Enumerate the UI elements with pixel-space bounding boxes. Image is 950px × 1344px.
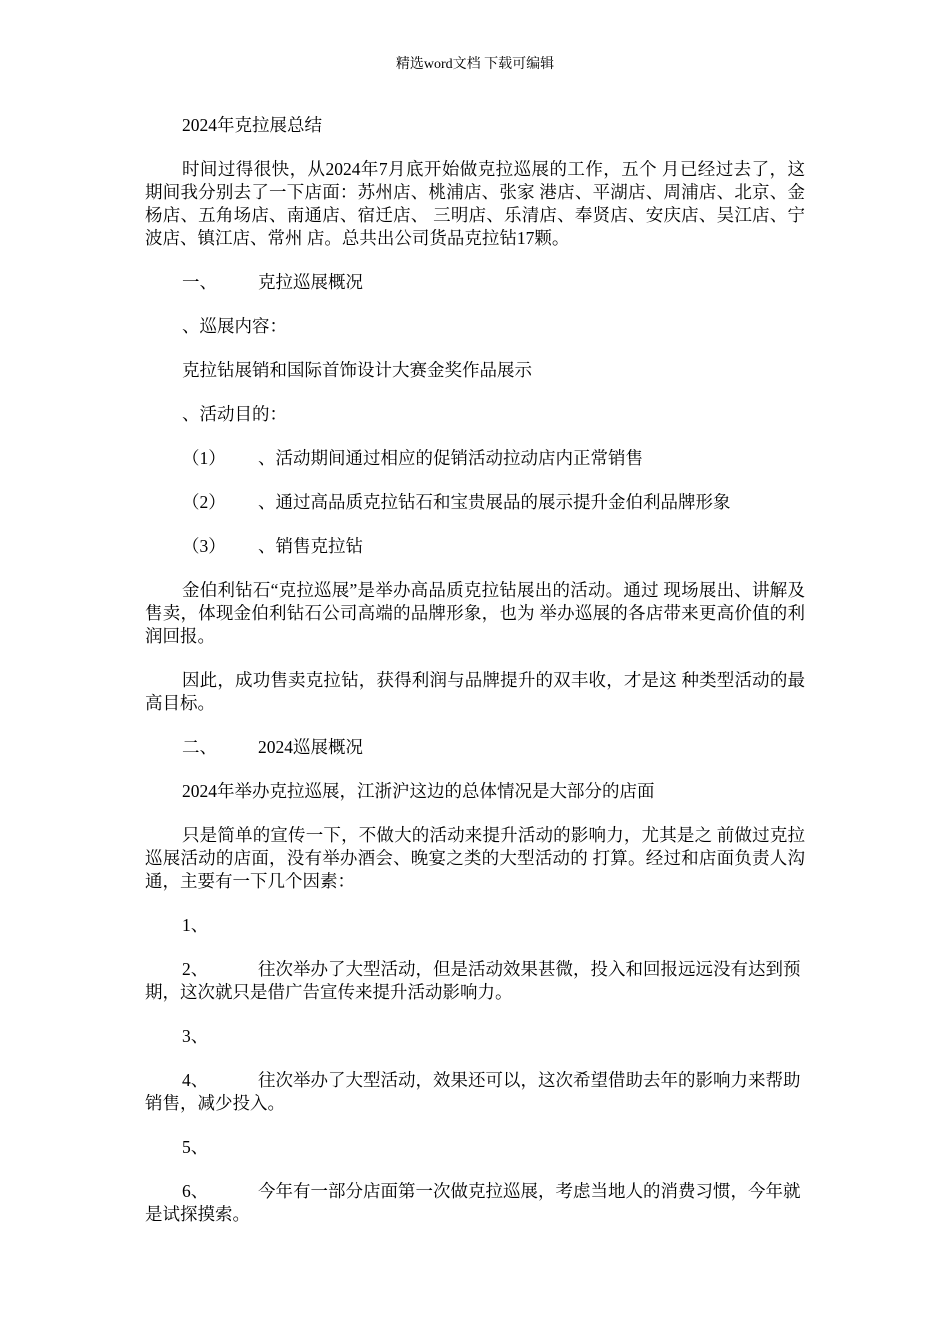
content-label: 、巡展内容： (182, 316, 287, 336)
purpose-text: 、销售克拉钻 (258, 536, 363, 556)
factor-number: 6、 (182, 1181, 209, 1201)
purpose-text: 、活动期间通过相应的促销活动拉动店内正常销售 (258, 448, 643, 468)
section-heading-1 (182, 271, 805, 294)
factor-text: 今年有一部分店面第一次做克拉巡展，考虑当地人的消费习惯，今年就是试探摸索。 (145, 1181, 801, 1224)
page-header: 精选word文档 下载可编辑 (395, 57, 555, 72)
purpose-text: 、通过高品质克拉钻石和宝贵展品的展示提升金伯利品牌形象 (258, 492, 731, 512)
purpose-item (182, 491, 805, 514)
document-body (145, 114, 805, 1247)
purpose-item (182, 447, 805, 470)
intro-paragraph: 时间过得很快，从2024年7月底开始做克拉巡展的工作，五个 月已经过去了，这期间我分别去了一下店面：苏州店、桃浦店、张家 港店、平湖店、周浦店、北京、金杨店、五角场店、南通店、宿迁店、 三明店、乐清店、奉贤店、安庆店、吴江店、宁波店、镇江店、常州 店。总共出公司货品克拉钻17颗。 (145, 159, 805, 248)
factor-number: 4、 (182, 1070, 209, 1090)
overview-paragraph: 2024年举办克拉巡展，江浙沪这边的总体情况是大部分的店面 (182, 781, 655, 801)
purpose-label: 、活动目的： (182, 404, 287, 424)
overview-paragraph-2: 只是简单的宣传一下，不做大的活动来提升活动的影响力，尤其是之 前做过克拉巡展活动的店面，没有举办酒会、晚宴之类的大型活动的 打算。经过和店面负责人沟通，主要有一下几个因素： (145, 825, 805, 891)
factor-item (145, 1180, 805, 1226)
factor-item (145, 1025, 805, 1048)
factor-item (145, 1069, 805, 1115)
factor-item (145, 1136, 805, 1159)
factor-number: 5、 (182, 1137, 209, 1157)
content-text: 克拉钻展销和国际首饰设计大赛金奖作品展示 (182, 360, 532, 380)
brand-paragraph: 金伯利钻石“克拉巡展”是举办高品质克拉钻展出的活动。通过 现场展出、讲解及售卖，体现金伯利钻石公司高端的品牌形象，也为 举办巡展的各店带来更高价值的利润回报。 (145, 580, 805, 646)
section-heading-2 (182, 736, 805, 759)
section-title: 克拉巡展概况 (258, 272, 363, 292)
factor-number: 3、 (182, 1026, 209, 1046)
document-title: 2024年克拉展总结 (182, 115, 322, 135)
purpose-number: （2） (182, 492, 226, 512)
factor-item (145, 914, 805, 937)
purpose-number: （1） (182, 448, 226, 468)
section-title: 2024巡展概况 (258, 737, 363, 757)
purpose-number: （3） (182, 536, 226, 556)
factor-item (145, 958, 805, 1004)
factor-text: 往次举办了大型活动，效果还可以，这次希望借助去年的影响力来帮助销售，减少投入。 (145, 1070, 801, 1113)
purpose-item (182, 535, 805, 558)
section-number: 二、 (182, 737, 217, 757)
factor-number: 2、 (182, 959, 209, 979)
goal-paragraph: 因此，成功售卖克拉钻，获得利润与品牌提升的双丰收，才是这 种类型活动的最高目标。 (145, 670, 805, 713)
factor-number: 1、 (182, 915, 209, 935)
factor-text: 往次举办了大型活动，但是活动效果甚微，投入和回报远远没有达到预期，这次就只是借广告宣传来提升活动影响力。 (145, 959, 801, 1002)
section-number: 一、 (182, 272, 217, 292)
